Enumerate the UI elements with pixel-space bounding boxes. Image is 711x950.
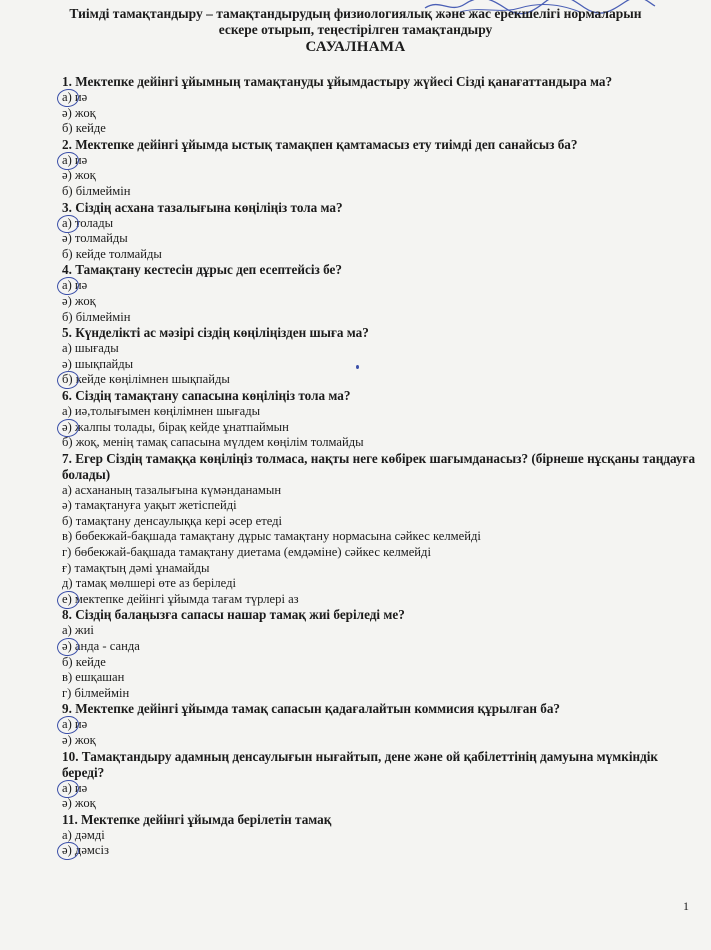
answer-option-label: а) дәмді [62,827,105,842]
answer-option-label: а) шығады [62,341,119,356]
answer-option-label: ә) жалпы толады, бірақ кейде ұнатпаймын [62,419,289,434]
answer-option [62,623,702,639]
answer-option-label: а) иә,толығымен көңілімнен шығады [62,403,261,418]
answer-option [62,278,702,294]
answer-option-label: б) кейде көңілімнен шықпайды [62,372,230,387]
answer-option [62,404,702,420]
answer-option-label: ә) тамақтануға уақыт жетіспейді [62,498,237,513]
answer-option-label: г) бөбекжай-бақшада тамақтану диетама (емдәміне) сәйкес келмейді [62,545,431,560]
answer-option-label: ә) шықпайды [62,356,134,371]
answer-option-label: г) білмеймін [62,685,130,700]
question-text: 4. Тамақтану кестесін дұрыс деп есептейсіз бе? [62,262,342,278]
answer-option-label: а) толады [62,215,114,230]
answer-option-label: ә) жоқ [62,796,96,811]
answer-option-label: ә) толмайды [62,231,128,246]
answer-option [62,168,702,184]
answer-option-label: б) тамақтану денсаулыққа кері әсер етеді [62,513,283,528]
question-text: 3. Сіздің асхана тазалығына көңіліңіз тола ма? [62,199,343,215]
answer-option-label: д) тамақ мөлшері өте аз беріледі [62,576,237,591]
answer-option-label: а) иә [62,717,88,732]
header-line-1: Тиімді тамақтандыру – тамақтандырудың физиологиялық және жас ерекшелігі нормаларын [69,6,642,21]
answer-option [62,357,702,373]
answer-option [62,216,702,232]
answer-option-label: а) иә [62,90,88,104]
answer-option-label: а) жиі [62,623,94,638]
answer-option-label: ә) жоқ [62,168,96,183]
answer-option-label: б) білмеймін [62,183,131,198]
question-text: 7. Егер Сіздің тамаққа көңіліңіз толмаса, нақты неге көбірек шағымданасыз? (бірнеше нұсқаны таңдауға болады) [62,450,696,482]
answer-option [62,655,702,671]
answer-option-label: б) кейде толмайды [62,246,162,261]
answer-option [62,592,702,608]
answer-option [62,639,702,655]
answer-option-label: ә) жоқ [62,733,96,747]
answer-option [62,828,702,844]
pen-mark [356,365,359,369]
question-text: 2. Мектепке дейінгі ұйымда ыстық тамақпен қамтамасыз ету тиімді деп санайсыз ба? [62,136,578,152]
answer-option [62,498,702,514]
answer-option [62,561,702,577]
answer-option [62,310,702,326]
answer-option-label: б) кейде [62,121,106,136]
answer-option-label: а) иә [62,780,88,795]
answer-option-label: е) мектепке дейінгі ұйымда тағам түрлері аз [62,591,299,606]
answer-option-label: в) бөбекжай-бақшада тамақтану дұрыс тамақтану нормасына сәйкес келмейді [62,529,481,544]
question-text: 8. Сіздің балаңызға сапасы нашар тамақ жиі беріледі ме? [62,607,405,623]
answer-option [62,843,702,859]
answer-option [62,90,702,106]
answer-option-label: а) иә [62,278,88,293]
question-text: 10. Тамақтандыру адамның денсаулығын нығайтып, дене және ой қабілеттінің дамуына мүмкіндік береді? [62,748,659,780]
answer-option [62,231,702,247]
answer-option [62,420,702,436]
answer-option [62,733,702,749]
answer-option [62,121,702,137]
answer-option [62,372,702,388]
answer-option [62,545,702,561]
answer-option-label: а) иә [62,152,88,167]
answer-option [62,576,702,592]
answer-option [62,717,702,733]
question-text: 1. Мектепке дейінгі ұйымның тамақтануды ұйымдастыру жүйесі Сізді қанағаттандыра ма? [62,74,613,89]
answer-option [62,184,702,200]
question-text: 11. Мектепке дейінгі ұйымда берілетін тамақ [62,811,332,827]
document-title: САУАЛНАМА [305,39,406,55]
answer-option [62,247,702,263]
answer-option-label: б) жоқ, менің тамақ сапасына мүлдем көңілім толмайды [62,435,364,450]
question-text: 5. Күнделікті ас мәзірі сіздің көңіліңізден шыға ма? [62,325,369,341]
question-text: 6. Сіздің тамақтану сапасына көңіліңіз тола ма? [62,387,351,403]
handwritten-circle-mark [56,370,80,391]
page-number: 1 [683,899,689,913]
questionnaire [62,74,702,859]
question-text: 9. Мектепке дейінгі ұйымда тамақ сапасын қадағалайтын коммисия құрылған ба? [62,701,561,717]
answer-option [62,781,702,797]
answer-option-label: ғ) тамақтың дәмі ұнамайды [62,560,210,575]
answer-option-label: ә) анда - санда [62,639,140,654]
answer-option [62,435,702,451]
header-line-2: ескере отырып, теңестірілген тамақтандыру [218,22,493,37]
answer-option-label: ә) жоқ [62,105,96,120]
answer-option [62,294,702,310]
answer-option [62,796,702,812]
answer-option [62,106,702,122]
answer-option [62,670,702,686]
handwritten-circle-mark [56,841,80,862]
answer-option [62,529,702,545]
answer-option-label: б) білмеймін [62,309,131,324]
document-header [0,6,711,56]
answer-option-label: а) асхананың тазалығына күмәнданамын [62,482,282,497]
answer-option [62,153,702,169]
answer-option [62,483,702,499]
answer-option-label: в) ешқашан [62,670,125,685]
answer-option-label: ә) дәмсіз [62,843,109,858]
answer-option-label: ә) жоқ [62,293,96,308]
answer-option [62,341,702,357]
answer-option [62,514,702,530]
answer-option-label: б) кейде [62,654,106,669]
answer-option [62,686,702,702]
